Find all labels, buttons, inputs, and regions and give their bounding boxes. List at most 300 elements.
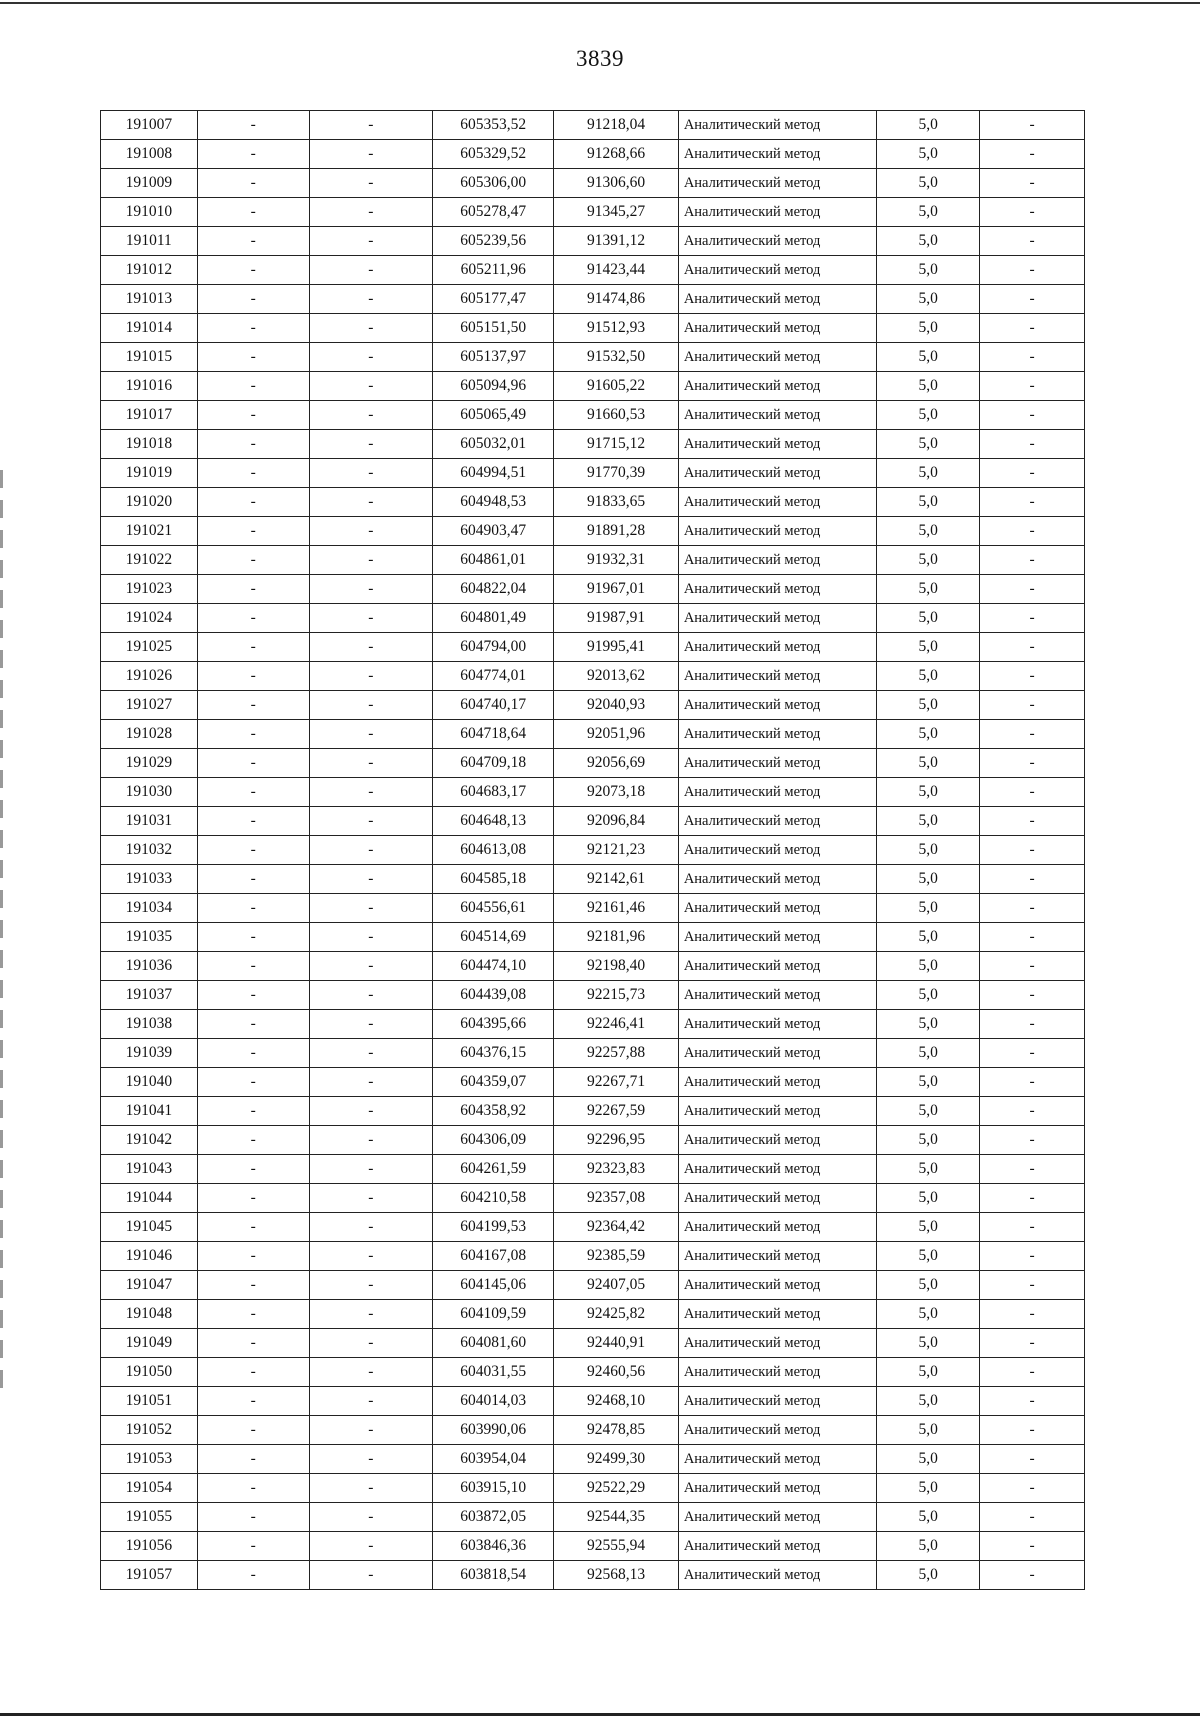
accuracy-cell: 5,0 bbox=[877, 575, 980, 604]
dash-cell-c: - bbox=[980, 517, 1085, 546]
method-cell: Аналитический метод bbox=[678, 1503, 876, 1532]
point-id-cell: 191046 bbox=[101, 1242, 198, 1271]
table-row bbox=[101, 749, 1085, 778]
y-coordinate-cell: 92385,59 bbox=[554, 1242, 678, 1271]
accuracy-cell: 5,0 bbox=[877, 865, 980, 894]
method-cell: Аналитический метод bbox=[678, 952, 876, 981]
dash-cell-b: - bbox=[309, 198, 432, 227]
table-row bbox=[101, 1155, 1085, 1184]
dash-cell-b: - bbox=[309, 691, 432, 720]
dash-cell-b: - bbox=[309, 140, 432, 169]
x-coordinate-cell: 604683,17 bbox=[433, 778, 554, 807]
y-coordinate-cell: 91833,65 bbox=[554, 488, 678, 517]
accuracy-cell: 5,0 bbox=[877, 1184, 980, 1213]
point-id-cell: 191050 bbox=[101, 1358, 198, 1387]
table-row bbox=[101, 1416, 1085, 1445]
y-coordinate-cell: 92357,08 bbox=[554, 1184, 678, 1213]
dash-cell-c: - bbox=[980, 1126, 1085, 1155]
y-coordinate-cell: 92073,18 bbox=[554, 778, 678, 807]
dash-cell-c: - bbox=[980, 343, 1085, 372]
y-coordinate-cell: 92460,56 bbox=[554, 1358, 678, 1387]
accuracy-cell: 5,0 bbox=[877, 372, 980, 401]
dash-cell-c: - bbox=[980, 691, 1085, 720]
dash-cell-a: - bbox=[197, 575, 309, 604]
accuracy-cell: 5,0 bbox=[877, 285, 980, 314]
y-coordinate-cell: 91268,66 bbox=[554, 140, 678, 169]
point-id-cell: 191030 bbox=[101, 778, 198, 807]
x-coordinate-cell: 605353,52 bbox=[433, 111, 554, 140]
table-row bbox=[101, 1358, 1085, 1387]
dash-cell-a: - bbox=[197, 1474, 309, 1503]
x-coordinate-cell: 604210,58 bbox=[433, 1184, 554, 1213]
accuracy-cell: 5,0 bbox=[877, 256, 980, 285]
table-row bbox=[101, 1097, 1085, 1126]
accuracy-cell: 5,0 bbox=[877, 227, 980, 256]
method-cell: Аналитический метод bbox=[678, 1126, 876, 1155]
accuracy-cell: 5,0 bbox=[877, 1561, 980, 1590]
dash-cell-a: - bbox=[197, 1445, 309, 1474]
table-row bbox=[101, 1213, 1085, 1242]
table-row bbox=[101, 1474, 1085, 1503]
table-row bbox=[101, 952, 1085, 981]
dash-cell-c: - bbox=[980, 836, 1085, 865]
dash-cell-c: - bbox=[980, 111, 1085, 140]
method-cell: Аналитический метод bbox=[678, 314, 876, 343]
dash-cell-b: - bbox=[309, 1213, 432, 1242]
dash-cell-a: - bbox=[197, 894, 309, 923]
y-coordinate-cell: 92051,96 bbox=[554, 720, 678, 749]
x-coordinate-cell: 604145,06 bbox=[433, 1271, 554, 1300]
dash-cell-a: - bbox=[197, 1068, 309, 1097]
y-coordinate-cell: 91715,12 bbox=[554, 430, 678, 459]
accuracy-cell: 5,0 bbox=[877, 430, 980, 459]
dash-cell-b: - bbox=[309, 285, 432, 314]
method-cell: Аналитический метод bbox=[678, 1155, 876, 1184]
x-coordinate-cell: 605032,01 bbox=[433, 430, 554, 459]
accuracy-cell: 5,0 bbox=[877, 1329, 980, 1358]
table-row bbox=[101, 546, 1085, 575]
point-id-cell: 191021 bbox=[101, 517, 198, 546]
point-id-cell: 191045 bbox=[101, 1213, 198, 1242]
point-id-cell: 191014 bbox=[101, 314, 198, 343]
dash-cell-c: - bbox=[980, 1184, 1085, 1213]
table-row bbox=[101, 1445, 1085, 1474]
dash-cell-b: - bbox=[309, 1068, 432, 1097]
dash-cell-a: - bbox=[197, 1358, 309, 1387]
accuracy-cell: 5,0 bbox=[877, 1532, 980, 1561]
dash-cell-c: - bbox=[980, 1532, 1085, 1561]
x-coordinate-cell: 603872,05 bbox=[433, 1503, 554, 1532]
x-coordinate-cell: 604861,01 bbox=[433, 546, 554, 575]
dash-cell-b: - bbox=[309, 1561, 432, 1590]
accuracy-cell: 5,0 bbox=[877, 807, 980, 836]
x-coordinate-cell: 605239,56 bbox=[433, 227, 554, 256]
accuracy-cell: 5,0 bbox=[877, 1126, 980, 1155]
y-coordinate-cell: 92440,91 bbox=[554, 1329, 678, 1358]
table-row bbox=[101, 1532, 1085, 1561]
x-coordinate-cell: 604358,92 bbox=[433, 1097, 554, 1126]
accuracy-cell: 5,0 bbox=[877, 140, 980, 169]
method-cell: Аналитический метод bbox=[678, 1213, 876, 1242]
y-coordinate-cell: 92425,82 bbox=[554, 1300, 678, 1329]
table-row bbox=[101, 981, 1085, 1010]
point-id-cell: 191041 bbox=[101, 1097, 198, 1126]
point-id-cell: 191035 bbox=[101, 923, 198, 952]
y-coordinate-cell: 92056,69 bbox=[554, 749, 678, 778]
table-row bbox=[101, 198, 1085, 227]
dash-cell-c: - bbox=[980, 865, 1085, 894]
point-id-cell: 191057 bbox=[101, 1561, 198, 1590]
dash-cell-c: - bbox=[980, 256, 1085, 285]
point-id-cell: 191011 bbox=[101, 227, 198, 256]
x-coordinate-cell: 605137,97 bbox=[433, 343, 554, 372]
dash-cell-a: - bbox=[197, 807, 309, 836]
point-id-cell: 191015 bbox=[101, 343, 198, 372]
dash-cell-b: - bbox=[309, 1387, 432, 1416]
accuracy-cell: 5,0 bbox=[877, 836, 980, 865]
dash-cell-b: - bbox=[309, 749, 432, 778]
accuracy-cell: 5,0 bbox=[877, 604, 980, 633]
x-coordinate-cell: 604994,51 bbox=[433, 459, 554, 488]
table-row bbox=[101, 1068, 1085, 1097]
accuracy-cell: 5,0 bbox=[877, 1358, 980, 1387]
table-row bbox=[101, 314, 1085, 343]
y-coordinate-cell: 92555,94 bbox=[554, 1532, 678, 1561]
table-row bbox=[101, 894, 1085, 923]
method-cell: Аналитический метод bbox=[678, 894, 876, 923]
table-row bbox=[101, 1329, 1085, 1358]
dash-cell-c: - bbox=[980, 720, 1085, 749]
y-coordinate-cell: 91967,01 bbox=[554, 575, 678, 604]
dash-cell-a: - bbox=[197, 1387, 309, 1416]
accuracy-cell: 5,0 bbox=[877, 1271, 980, 1300]
top-scan-rule bbox=[0, 2, 1200, 4]
dash-cell-c: - bbox=[980, 227, 1085, 256]
point-id-cell: 191054 bbox=[101, 1474, 198, 1503]
dash-cell-a: - bbox=[197, 227, 309, 256]
x-coordinate-cell: 604306,09 bbox=[433, 1126, 554, 1155]
dash-cell-b: - bbox=[309, 401, 432, 430]
dash-cell-a: - bbox=[197, 111, 309, 140]
point-id-cell: 191013 bbox=[101, 285, 198, 314]
dash-cell-a: - bbox=[197, 459, 309, 488]
accuracy-cell: 5,0 bbox=[877, 1010, 980, 1039]
point-id-cell: 191016 bbox=[101, 372, 198, 401]
method-cell: Аналитический метод bbox=[678, 285, 876, 314]
dash-cell-b: - bbox=[309, 1155, 432, 1184]
x-coordinate-cell: 604014,03 bbox=[433, 1387, 554, 1416]
point-id-cell: 191039 bbox=[101, 1039, 198, 1068]
table-row bbox=[101, 604, 1085, 633]
accuracy-cell: 5,0 bbox=[877, 923, 980, 952]
accuracy-cell: 5,0 bbox=[877, 720, 980, 749]
accuracy-cell: 5,0 bbox=[877, 1387, 980, 1416]
method-cell: Аналитический метод bbox=[678, 430, 876, 459]
y-coordinate-cell: 92257,88 bbox=[554, 1039, 678, 1068]
dash-cell-c: - bbox=[980, 1068, 1085, 1097]
accuracy-cell: 5,0 bbox=[877, 894, 980, 923]
method-cell: Аналитический метод bbox=[678, 227, 876, 256]
dash-cell-a: - bbox=[197, 1213, 309, 1242]
dash-cell-b: - bbox=[309, 894, 432, 923]
accuracy-cell: 5,0 bbox=[877, 111, 980, 140]
table-row bbox=[101, 343, 1085, 372]
accuracy-cell: 5,0 bbox=[877, 1155, 980, 1184]
dash-cell-b: - bbox=[309, 169, 432, 198]
x-coordinate-cell: 605211,96 bbox=[433, 256, 554, 285]
dash-cell-c: - bbox=[980, 1416, 1085, 1445]
dash-cell-a: - bbox=[197, 1097, 309, 1126]
method-cell: Аналитический метод bbox=[678, 1358, 876, 1387]
table-row bbox=[101, 1039, 1085, 1068]
y-coordinate-cell: 91306,60 bbox=[554, 169, 678, 198]
y-coordinate-cell: 92478,85 bbox=[554, 1416, 678, 1445]
dash-cell-c: - bbox=[980, 1503, 1085, 1532]
dash-cell-b: - bbox=[309, 517, 432, 546]
table-row bbox=[101, 1010, 1085, 1039]
method-cell: Аналитический метод bbox=[678, 923, 876, 952]
x-coordinate-cell: 605329,52 bbox=[433, 140, 554, 169]
table-row bbox=[101, 1271, 1085, 1300]
point-id-cell: 191053 bbox=[101, 1445, 198, 1474]
dash-cell-b: - bbox=[309, 372, 432, 401]
table-row bbox=[101, 111, 1085, 140]
dash-cell-b: - bbox=[309, 981, 432, 1010]
dash-cell-b: - bbox=[309, 1503, 432, 1532]
table-row bbox=[101, 1387, 1085, 1416]
dash-cell-a: - bbox=[197, 749, 309, 778]
point-id-cell: 191034 bbox=[101, 894, 198, 923]
accuracy-cell: 5,0 bbox=[877, 778, 980, 807]
y-coordinate-cell: 92246,41 bbox=[554, 1010, 678, 1039]
dash-cell-a: - bbox=[197, 169, 309, 198]
dash-cell-a: - bbox=[197, 1010, 309, 1039]
method-cell: Аналитический метод bbox=[678, 111, 876, 140]
method-cell: Аналитический метод bbox=[678, 865, 876, 894]
dash-cell-b: - bbox=[309, 1532, 432, 1561]
dash-cell-b: - bbox=[309, 459, 432, 488]
dash-cell-c: - bbox=[980, 285, 1085, 314]
dash-cell-c: - bbox=[980, 1300, 1085, 1329]
table-row bbox=[101, 923, 1085, 952]
x-coordinate-cell: 604031,55 bbox=[433, 1358, 554, 1387]
accuracy-cell: 5,0 bbox=[877, 314, 980, 343]
dash-cell-c: - bbox=[980, 1242, 1085, 1271]
point-id-cell: 191038 bbox=[101, 1010, 198, 1039]
accuracy-cell: 5,0 bbox=[877, 517, 980, 546]
y-coordinate-cell: 91660,53 bbox=[554, 401, 678, 430]
point-id-cell: 191018 bbox=[101, 430, 198, 459]
x-coordinate-cell: 605306,00 bbox=[433, 169, 554, 198]
point-id-cell: 191031 bbox=[101, 807, 198, 836]
point-id-cell: 191012 bbox=[101, 256, 198, 285]
dash-cell-a: - bbox=[197, 256, 309, 285]
method-cell: Аналитический метод bbox=[678, 720, 876, 749]
dash-cell-a: - bbox=[197, 140, 309, 169]
accuracy-cell: 5,0 bbox=[877, 169, 980, 198]
table-row bbox=[101, 1300, 1085, 1329]
method-cell: Аналитический метод bbox=[678, 1039, 876, 1068]
accuracy-cell: 5,0 bbox=[877, 1445, 980, 1474]
y-coordinate-cell: 91218,04 bbox=[554, 111, 678, 140]
point-id-cell: 191019 bbox=[101, 459, 198, 488]
method-cell: Аналитический метод bbox=[678, 488, 876, 517]
dash-cell-a: - bbox=[197, 1271, 309, 1300]
dash-cell-c: - bbox=[980, 1097, 1085, 1126]
dash-cell-b: - bbox=[309, 865, 432, 894]
point-id-cell: 191037 bbox=[101, 981, 198, 1010]
method-cell: Аналитический метод bbox=[678, 1387, 876, 1416]
method-cell: Аналитический метод bbox=[678, 1271, 876, 1300]
point-id-cell: 191036 bbox=[101, 952, 198, 981]
point-id-cell: 191010 bbox=[101, 198, 198, 227]
x-coordinate-cell: 603915,10 bbox=[433, 1474, 554, 1503]
point-id-cell: 191051 bbox=[101, 1387, 198, 1416]
dash-cell-c: - bbox=[980, 981, 1085, 1010]
accuracy-cell: 5,0 bbox=[877, 1039, 980, 1068]
y-coordinate-cell: 92267,71 bbox=[554, 1068, 678, 1097]
accuracy-cell: 5,0 bbox=[877, 401, 980, 430]
method-cell: Аналитический метод bbox=[678, 778, 876, 807]
x-coordinate-cell: 604774,01 bbox=[433, 662, 554, 691]
dash-cell-c: - bbox=[980, 1474, 1085, 1503]
dash-cell-a: - bbox=[197, 343, 309, 372]
point-id-cell: 191026 bbox=[101, 662, 198, 691]
dash-cell-c: - bbox=[980, 459, 1085, 488]
y-coordinate-cell: 92181,96 bbox=[554, 923, 678, 952]
x-coordinate-cell: 604648,13 bbox=[433, 807, 554, 836]
y-coordinate-cell: 92544,35 bbox=[554, 1503, 678, 1532]
accuracy-cell: 5,0 bbox=[877, 488, 980, 517]
accuracy-cell: 5,0 bbox=[877, 1416, 980, 1445]
dash-cell-a: - bbox=[197, 662, 309, 691]
dash-cell-c: - bbox=[980, 546, 1085, 575]
x-coordinate-cell: 604556,61 bbox=[433, 894, 554, 923]
table-row bbox=[101, 836, 1085, 865]
table-row bbox=[101, 517, 1085, 546]
dash-cell-b: - bbox=[309, 256, 432, 285]
dash-cell-c: - bbox=[980, 1358, 1085, 1387]
table-row bbox=[101, 575, 1085, 604]
dash-cell-a: - bbox=[197, 1503, 309, 1532]
x-coordinate-cell: 604718,64 bbox=[433, 720, 554, 749]
x-coordinate-cell: 604376,15 bbox=[433, 1039, 554, 1068]
dash-cell-a: - bbox=[197, 1126, 309, 1155]
x-coordinate-cell: 604948,53 bbox=[433, 488, 554, 517]
accuracy-cell: 5,0 bbox=[877, 1242, 980, 1271]
table-row bbox=[101, 778, 1085, 807]
y-coordinate-cell: 92364,42 bbox=[554, 1213, 678, 1242]
dash-cell-c: - bbox=[980, 169, 1085, 198]
accuracy-cell: 5,0 bbox=[877, 546, 980, 575]
dash-cell-b: - bbox=[309, 1126, 432, 1155]
accuracy-cell: 5,0 bbox=[877, 633, 980, 662]
accuracy-cell: 5,0 bbox=[877, 1213, 980, 1242]
dash-cell-b: - bbox=[309, 1184, 432, 1213]
x-coordinate-cell: 604439,08 bbox=[433, 981, 554, 1010]
x-coordinate-cell: 604740,17 bbox=[433, 691, 554, 720]
table-row bbox=[101, 459, 1085, 488]
accuracy-cell: 5,0 bbox=[877, 1068, 980, 1097]
point-id-cell: 191017 bbox=[101, 401, 198, 430]
dash-cell-c: - bbox=[980, 1039, 1085, 1068]
method-cell: Аналитический метод bbox=[678, 1532, 876, 1561]
dash-cell-b: - bbox=[309, 952, 432, 981]
method-cell: Аналитический метод bbox=[678, 749, 876, 778]
dash-cell-b: - bbox=[309, 343, 432, 372]
table-row bbox=[101, 662, 1085, 691]
method-cell: Аналитический метод bbox=[678, 517, 876, 546]
dash-cell-a: - bbox=[197, 1416, 309, 1445]
x-coordinate-cell: 604794,00 bbox=[433, 633, 554, 662]
point-id-cell: 191025 bbox=[101, 633, 198, 662]
dash-cell-a: - bbox=[197, 865, 309, 894]
y-coordinate-cell: 92013,62 bbox=[554, 662, 678, 691]
dash-cell-c: - bbox=[980, 198, 1085, 227]
point-id-cell: 191008 bbox=[101, 140, 198, 169]
table-row bbox=[101, 1561, 1085, 1590]
dash-cell-a: - bbox=[197, 1184, 309, 1213]
method-cell: Аналитический метод bbox=[678, 1068, 876, 1097]
method-cell: Аналитический метод bbox=[678, 633, 876, 662]
dash-cell-b: - bbox=[309, 604, 432, 633]
dash-cell-c: - bbox=[980, 1561, 1085, 1590]
dash-cell-a: - bbox=[197, 488, 309, 517]
table-row bbox=[101, 720, 1085, 749]
x-coordinate-cell: 605065,49 bbox=[433, 401, 554, 430]
dash-cell-c: - bbox=[980, 575, 1085, 604]
dash-cell-b: - bbox=[309, 111, 432, 140]
dash-cell-a: - bbox=[197, 720, 309, 749]
dash-cell-c: - bbox=[980, 778, 1085, 807]
y-coordinate-cell: 92407,05 bbox=[554, 1271, 678, 1300]
page-number: 3839 bbox=[576, 46, 624, 71]
dash-cell-b: - bbox=[309, 575, 432, 604]
dash-cell-b: - bbox=[309, 1329, 432, 1358]
dash-cell-c: - bbox=[980, 1329, 1085, 1358]
table-row bbox=[101, 256, 1085, 285]
method-cell: Аналитический метод bbox=[678, 1445, 876, 1474]
dash-cell-c: - bbox=[980, 633, 1085, 662]
y-coordinate-cell: 92499,30 bbox=[554, 1445, 678, 1474]
table-row bbox=[101, 1242, 1085, 1271]
point-id-cell: 191024 bbox=[101, 604, 198, 633]
coordinates-table-body bbox=[101, 111, 1085, 1590]
dash-cell-b: - bbox=[309, 1300, 432, 1329]
accuracy-cell: 5,0 bbox=[877, 343, 980, 372]
dash-cell-a: - bbox=[197, 1532, 309, 1561]
y-coordinate-cell: 92142,61 bbox=[554, 865, 678, 894]
dash-cell-c: - bbox=[980, 1155, 1085, 1184]
y-coordinate-cell: 92215,73 bbox=[554, 981, 678, 1010]
dash-cell-b: - bbox=[309, 546, 432, 575]
dash-cell-c: - bbox=[980, 923, 1085, 952]
dash-cell-c: - bbox=[980, 894, 1085, 923]
method-cell: Аналитический метод bbox=[678, 662, 876, 691]
x-coordinate-cell: 604109,59 bbox=[433, 1300, 554, 1329]
table-row bbox=[101, 1126, 1085, 1155]
y-coordinate-cell: 92568,13 bbox=[554, 1561, 678, 1590]
method-cell: Аналитический метод bbox=[678, 1097, 876, 1126]
table-row bbox=[101, 140, 1085, 169]
point-id-cell: 191023 bbox=[101, 575, 198, 604]
dash-cell-c: - bbox=[980, 1213, 1085, 1242]
dash-cell-b: - bbox=[309, 778, 432, 807]
dash-cell-c: - bbox=[980, 372, 1085, 401]
point-id-cell: 191029 bbox=[101, 749, 198, 778]
x-coordinate-cell: 605278,47 bbox=[433, 198, 554, 227]
dash-cell-a: - bbox=[197, 923, 309, 952]
